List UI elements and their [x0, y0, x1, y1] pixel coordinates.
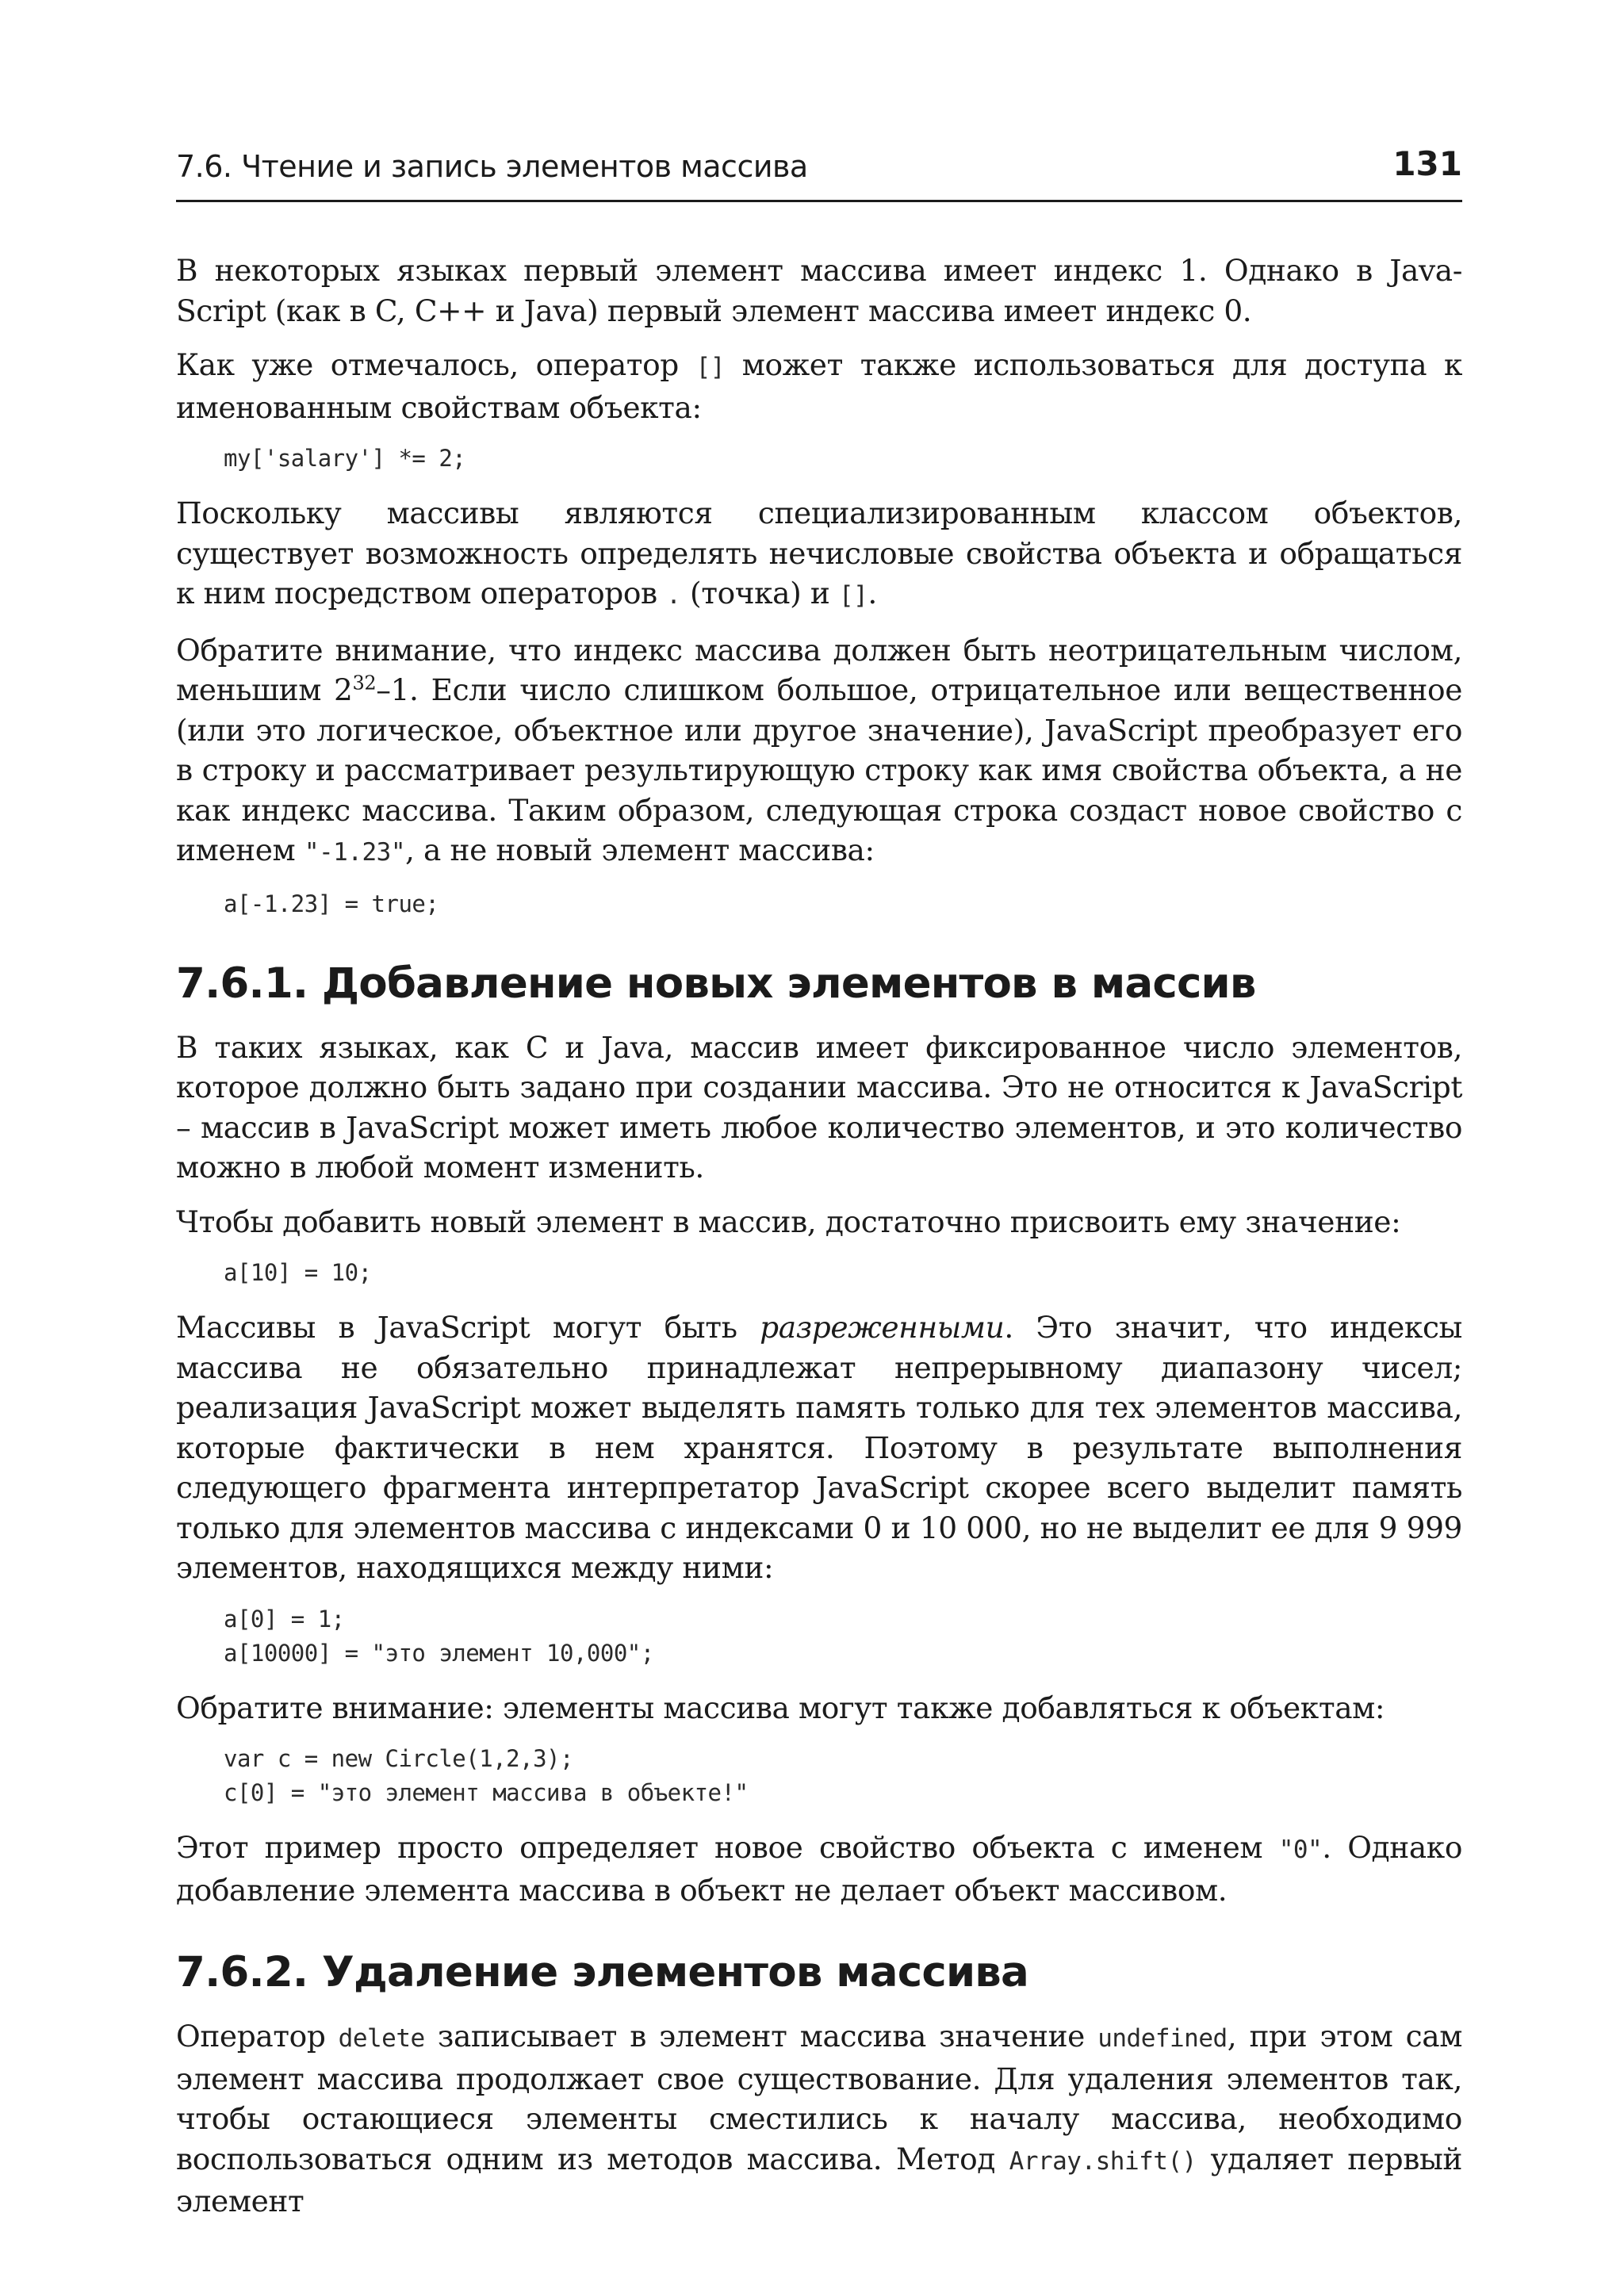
running-head [176, 144, 1462, 202]
text-run: . Однако добавление элемента массива в объект не делает объект массивом. [176, 1830, 1462, 1908]
text-run: Оператор [176, 2019, 339, 2054]
code-line: a[0] = 1; [224, 1605, 345, 1633]
paragraph [176, 2016, 1462, 2222]
code-line: c[0] = "это элемент массива в объекте!" [224, 1779, 749, 1806]
code-line: var c = new Circle(1,2,3); [224, 1745, 573, 1772]
text-run: (точка) и [680, 576, 839, 611]
paragraph [176, 493, 1462, 616]
running-head-title: 7.6. Чтение и запись элементов массива [176, 149, 808, 184]
section-heading: 7.6.2. Удаление элементов массива [176, 1948, 1028, 1996]
inline-code: delete [338, 2024, 425, 2053]
code-block [224, 1602, 1462, 1671]
paragraph: В некоторых языках первый элемент массива имеет индекс 1. Однако в Java-Script (как в C, C++ и Java) первый элемент массива имеет индекс 0. [176, 253, 1462, 328]
code-block [224, 887, 1462, 921]
text-run: Поскольку массивы являются специализированным классом объектов, существует возможность определять нечисловые свойства объекта и обращаться к ним посредством операторов [176, 496, 1462, 611]
paragraph [176, 345, 1462, 427]
text-run: . Это значит, что индексы массива не обязательно принадлежат непрерывному диапазону чисел; реализация JavaScript может выделять память только для тех элементов массива, которые фактически в нем хранятся. Поэтому в результате выполнения следующего фрагмента интерпретатор JavaScript скорее всего выделит память только для элементов массива с индексами 0 и 10 000, но не выделит ее для 9 999 элементов, находящихся между ними: [176, 1310, 1463, 1585]
code-line: a[10000] = "это элемент 10,000"; [224, 1639, 654, 1667]
code-line: a[10] = 10; [224, 1259, 372, 1286]
page-content [176, 251, 1462, 2236]
text-run: , при этом сам элемент массива продолжает свое существование. Для удаления элементов так, чтобы остающиеся элементы сместились к началу массива, необходимо воспользоваться одним из методов массива. Метод [176, 2019, 1462, 2176]
text-run: Массивы в JavaScript могут быть [176, 1310, 760, 1345]
inline-code: . [666, 581, 681, 610]
inline-code: undefined [1097, 2024, 1228, 2053]
text-run: , а не новый элемент массива: [405, 833, 875, 867]
superscript: 32 [352, 672, 377, 695]
section-heading: 7.6.1. Добавление новых элементов в массив [176, 959, 1256, 1008]
text-run: Обратите внимание, что индекс массива должен быть неотрицательным числом, меньшим 2 [176, 632, 1462, 707]
text-run: . [868, 576, 877, 611]
inline-code: [] [695, 353, 725, 381]
paragraph [176, 630, 1462, 873]
emphasis: разреженными [760, 1310, 1005, 1345]
code-block [224, 442, 1462, 476]
text-run: Как уже отмечалось, оператор [176, 347, 696, 382]
inline-code: "-1.23" [304, 838, 405, 867]
paragraph [176, 1307, 1462, 1588]
inline-code: "0" [1278, 1836, 1323, 1864]
paragraph: Чтобы добавить новый элемент в массив, достаточно присвоить ему значение: [176, 1204, 1401, 1239]
paragraph: Обратите внимание: элементы массива могут также добавляться к объектам: [176, 1690, 1385, 1725]
code-line: a[-1.23] = true; [224, 890, 439, 917]
code-line: my['salary'] *= 2; [224, 445, 466, 472]
code-block [224, 1742, 1462, 1810]
code-block [224, 1256, 1462, 1290]
inline-code: Array.shift() [1009, 2146, 1197, 2176]
text-run: удаляет первый элемент [176, 2141, 1462, 2218]
paragraph: В таких языках, как C и Java, массив имеет фиксированное число элементов, которое должно быть задано при создании массива. Это не относится к JavaScript – массив в JavaScript может иметь любое количество элементов, и это количество можно в любой момент изменить. [176, 1029, 1462, 1185]
paragraph [176, 1828, 1462, 1910]
text-run: записывает в элемент массива значение [424, 2019, 1098, 2054]
inline-code: [] [839, 581, 868, 610]
text-run: может также использоваться для доступа к именованным свойствам объекта: [176, 347, 1462, 425]
text-run: –1. Если число слишком большое, отрицательное или вещественное (или это логическое, объектное или другое значение), JavaScript преобразует его в строку и рассматривает результирующую строку как имя свойства объекта, а не как индекс массива. Таким образом, следующая строка создаст новое свойство с именем [176, 672, 1462, 867]
text-run: Этот пример просто определяет новое свойство объекта с именем [176, 1830, 1279, 1865]
page-number: 131 [1392, 144, 1462, 183]
